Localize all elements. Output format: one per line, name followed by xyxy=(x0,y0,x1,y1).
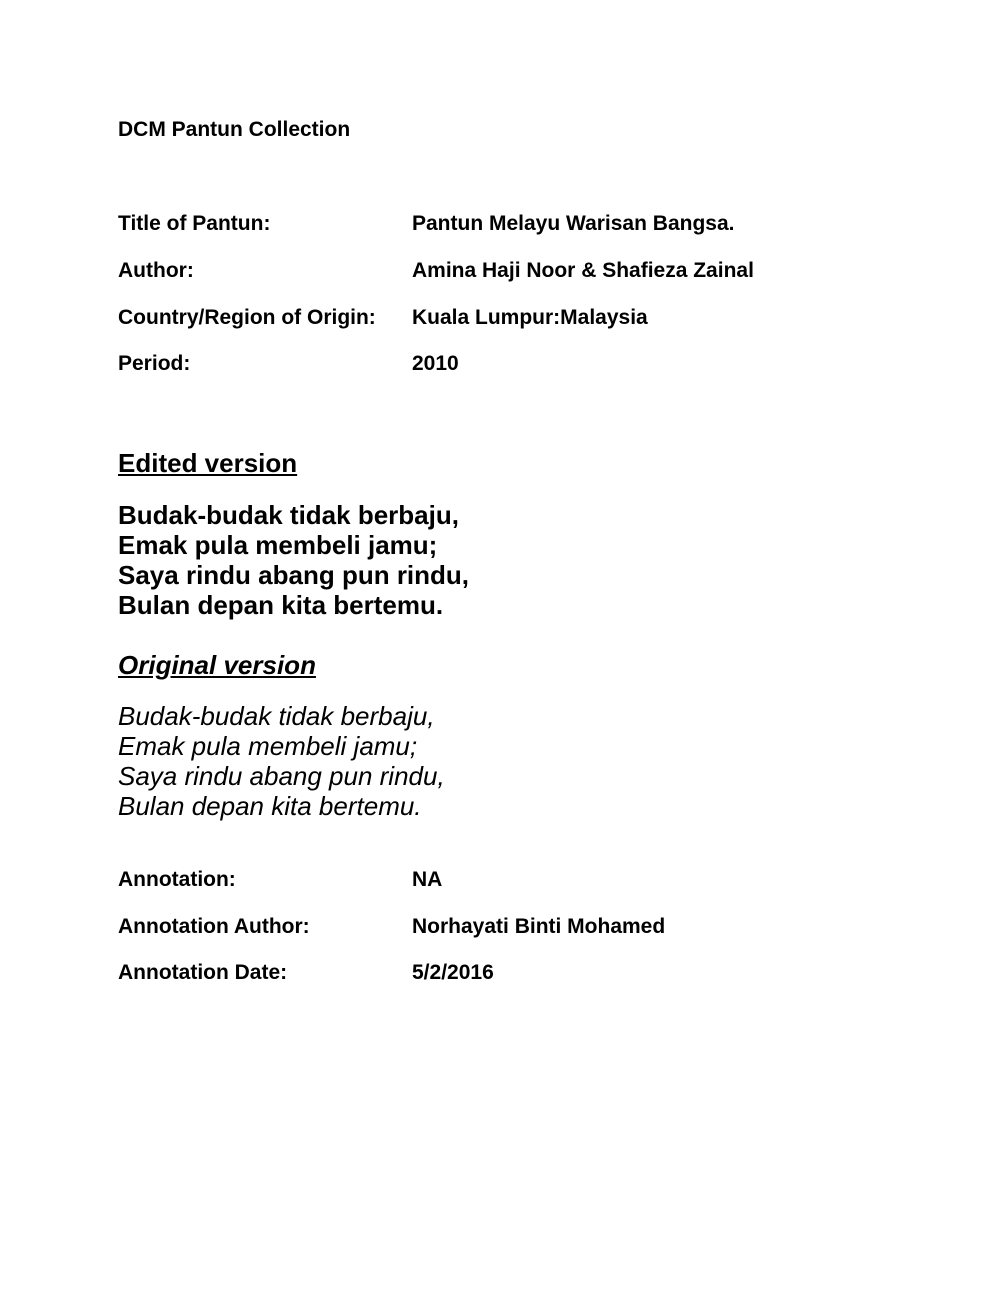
annotation-label: Annotation: xyxy=(118,868,236,891)
field-label-period: Period: xyxy=(118,352,191,375)
field-label-origin: Country/Region of Origin: xyxy=(118,306,376,329)
field-label-author: Author: xyxy=(118,259,194,282)
annotation-value: NA xyxy=(412,868,443,891)
annotation-author-label: Annotation Author: xyxy=(118,915,310,938)
field-value-period: 2010 xyxy=(412,352,459,375)
verse-line: Budak-budak tidak berbaju, xyxy=(118,500,459,530)
verse-line: Bulan depan kita bertemu. xyxy=(118,791,422,821)
original-verse xyxy=(118,701,445,821)
field-value-origin: Kuala Lumpur:Malaysia xyxy=(412,306,648,329)
verse-line: Emak pula membeli jamu; xyxy=(118,530,438,560)
verse-line: Saya rindu abang pun rindu, xyxy=(118,560,470,590)
field-value-author: Amina Haji Noor & Shafieza Zainal xyxy=(412,259,754,282)
annotation-date-label: Annotation Date: xyxy=(118,961,288,984)
field-label-title: Title of Pantun: xyxy=(118,212,271,235)
annotation-author-value: Norhayati Binti Mohamed xyxy=(412,915,666,938)
verse-line: Saya rindu abang pun rindu, xyxy=(118,761,445,791)
verse-line: Emak pula membeli jamu; xyxy=(118,731,418,761)
annotation-date-value: 5/2/2016 xyxy=(412,961,494,984)
verse-line: Bulan depan kita bertemu. xyxy=(118,590,444,620)
verse-line: Budak-budak tidak berbaju, xyxy=(118,701,435,731)
original-version-heading: Original version xyxy=(118,650,316,680)
edited-verse xyxy=(118,500,469,620)
edited-version-heading: Edited version xyxy=(118,448,298,478)
document-title: DCM Pantun Collection xyxy=(118,118,351,141)
field-value-title: Pantun Melayu Warisan Bangsa. xyxy=(412,212,735,235)
